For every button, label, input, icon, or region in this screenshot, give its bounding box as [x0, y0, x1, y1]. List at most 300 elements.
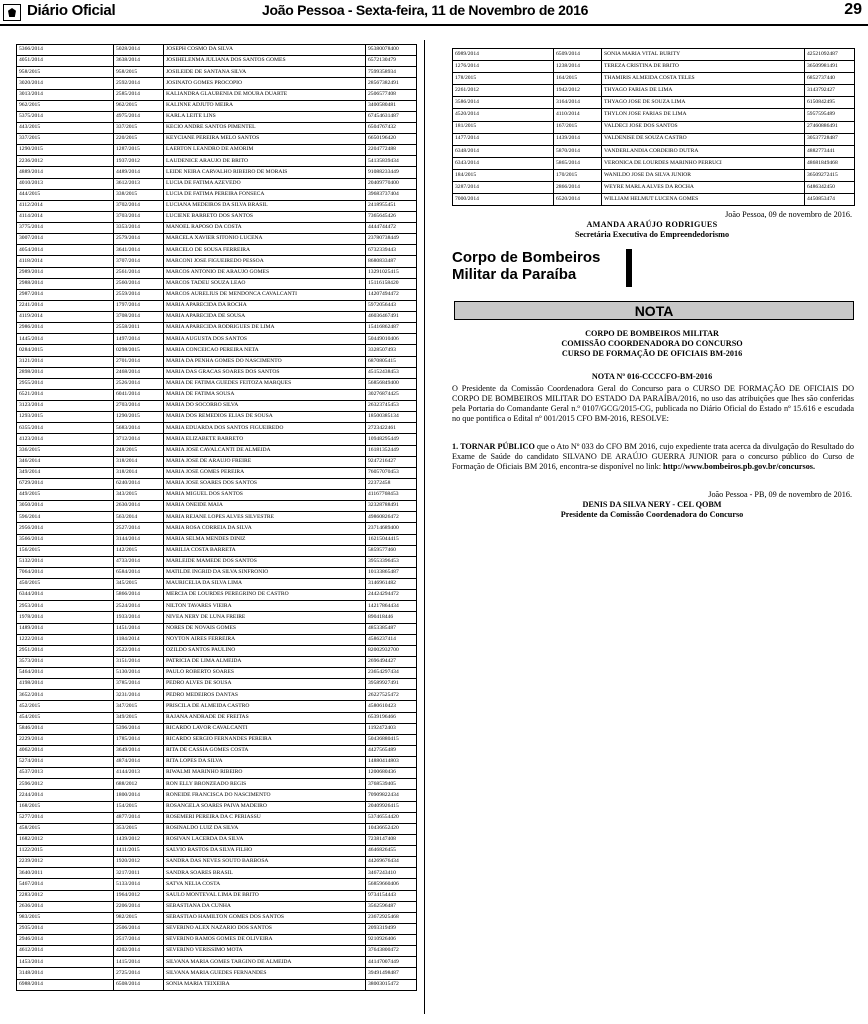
cpf-number: 15416862487 — [366, 323, 417, 334]
person-name: MARIA DE FATIMA GUEDES FEITOZA MARQUES — [164, 378, 366, 389]
process-number: 4889/2014 — [17, 167, 114, 178]
registration-number: 2585/2014 — [114, 89, 164, 100]
cpf-number: 5859577460 — [366, 545, 417, 556]
person-name: MERCIA DE LOURDES PEREGRINO DE CASTRO — [164, 590, 366, 601]
process-number: 6729/2014 — [17, 478, 114, 489]
registration-number: 2560/2014 — [114, 278, 164, 289]
table-row — [17, 345, 417, 356]
table-row — [17, 256, 417, 267]
registration-number: 1184/2014 — [114, 634, 164, 645]
cpf-number: 3328507493 — [366, 345, 417, 356]
table-row — [17, 779, 417, 790]
process-number: 3640/2011 — [17, 868, 114, 879]
registration-number: 5865/2014 — [554, 157, 602, 169]
process-number: 2935/2014 — [17, 923, 114, 934]
registration-number: 5396/2014 — [114, 723, 164, 734]
registration-number: 3217/2011 — [114, 868, 164, 879]
cpf-number: 28567382491 — [366, 78, 417, 89]
person-name: TEREZA CRISTINA DE BRITO — [602, 61, 805, 73]
process-number: 3652/2014 — [17, 690, 114, 701]
person-name: MARIA CONCEICAO PEREIRA NETA — [164, 345, 366, 356]
cpf-number: 39491498487 — [366, 968, 417, 979]
process-number: 5375/2014 — [17, 111, 114, 122]
table-row — [17, 234, 417, 245]
registration-number: 2526/2014 — [114, 378, 164, 389]
cpf-number: 6852737440 — [805, 73, 855, 85]
process-number: 3123/2014 — [17, 401, 114, 412]
cpf-number: 4580610423 — [366, 701, 417, 712]
process-number: 458/2015 — [17, 823, 114, 834]
cpf-number: 49860826472 — [366, 512, 417, 523]
registration-number: 142/2015 — [114, 545, 164, 556]
registration-number: 248/2015 — [114, 445, 164, 456]
cpf-number: 14217864434 — [366, 601, 417, 612]
process-number: 443/2015 — [17, 122, 114, 133]
table-row — [453, 169, 855, 181]
process-number: 181/2015 — [453, 121, 554, 133]
table-row — [17, 946, 417, 957]
cpf-number: 41167768453 — [366, 490, 417, 501]
table-row — [17, 868, 417, 879]
cpf-number: 2723422461 — [366, 423, 417, 434]
table-row — [17, 434, 417, 445]
person-name: MARIA DA PENHA GOMES DO NASCIMENTO — [164, 356, 366, 367]
cpf-number: 6486342450 — [805, 182, 855, 194]
person-name: SAULO MONTEVAL LIMA DE BRITO — [164, 890, 366, 901]
registration-number: 3353/2014 — [114, 223, 164, 234]
process-number: 1445/2014 — [17, 334, 114, 345]
registration-number: 2579/2014 — [114, 234, 164, 245]
registration-number: 1942/2012 — [554, 85, 602, 97]
registration-number: 4733/2014 — [114, 556, 164, 567]
process-number: 4123/2014 — [17, 434, 114, 445]
table-row — [17, 545, 417, 556]
person-name: RAJANA ANDRADE DE FREITAS — [164, 712, 366, 723]
table-row — [453, 145, 855, 157]
process-number: 2261/2012 — [453, 85, 554, 97]
cpf-number: 16215044415 — [366, 534, 417, 545]
process-number: 5274/2014 — [17, 757, 114, 768]
registration-number: 3231/2014 — [114, 690, 164, 701]
person-name: ROSINALDO LUIZ DA SILVA — [164, 823, 366, 834]
table-row — [17, 445, 417, 456]
person-name: SANDRA SOARES BRASIL — [164, 868, 366, 879]
process-number: 3013/2014 — [17, 89, 114, 100]
table-row — [17, 745, 417, 756]
table-row — [453, 109, 855, 121]
process-number: 2956/2014 — [17, 523, 114, 534]
process-number: 168/2015 — [17, 801, 114, 812]
cpf-number: 22372458 — [366, 478, 417, 489]
person-name: NOYTON AIRES FERREIRA — [164, 634, 366, 645]
nota-item-paragraph — [452, 442, 854, 472]
cpf-number: 36509272415 — [805, 169, 855, 181]
nota-intro-paragraph: O Presidente da Comissão Coordenadora Geral do Concurso para o CURSO DE FORMAÇÃO DE OFICIAIS DO CORPO DE BOMBEIROS MILITAR DO ESTADO DA PARAÍBA/2016, no uso das atribuições que lhes são conferidas pela Portaria do Comandante Geral n.º 0107/GCG/2015-CG, publicada no Diário Oficial do Estado nº 15.616 e escudada no que pontifica o Edital nº 001/2015 CFO BM-2016, RESOLVE: — [452, 384, 854, 423]
registration-number: 6508/2014 — [114, 979, 164, 990]
cpf-number: 24424294472 — [366, 590, 417, 601]
person-name: SALVIO BASTOS DA SILVA FILHO — [164, 846, 366, 857]
registration-number: 3641/2014 — [114, 245, 164, 256]
signature-place-date: João Pessoa, 09 de novembro de 2016. — [725, 210, 852, 219]
registration-number: 2561/2014 — [114, 267, 164, 278]
cpf-number: 4882773441 — [805, 145, 855, 157]
table-row — [17, 679, 417, 690]
registration-number: 4489/2014 — [114, 167, 164, 178]
right-list-table — [452, 48, 855, 206]
cpf-number: 6539196466 — [366, 712, 417, 723]
process-number: 452/2015 — [17, 701, 114, 712]
cpf-number: 42521092487 — [805, 49, 855, 61]
person-name: LUCIENE BARRETO DOS SANTOS — [164, 211, 366, 222]
cpf-number: 4646826455 — [366, 846, 417, 857]
nota-number: NOTA Nº 016-CCCCFO-BM-2016 — [591, 372, 713, 381]
person-name: MARLEIDE MAMEDE DOS SANTOS — [164, 556, 366, 567]
person-name: THYAGO JOSE DE SOUZA LIMA — [602, 97, 805, 109]
person-name: VALDECI JOSE DOS SANTOS — [602, 121, 805, 133]
person-name: VALDENISE DE SOUZA CASTRO — [602, 133, 805, 145]
cpf-number: 67454631487 — [366, 111, 417, 122]
process-number: 3287/2014 — [453, 182, 554, 194]
registration-number: 3702/2014 — [114, 200, 164, 211]
cpf-number: 15116158420 — [366, 278, 417, 289]
registration-number: 3164/2014 — [554, 97, 602, 109]
table-row — [17, 701, 417, 712]
process-number: 2636/2014 — [17, 901, 114, 912]
registration-number: 6041/2014 — [114, 389, 164, 400]
cpf-number: 44147007449 — [366, 957, 417, 968]
process-number: 1489/2014 — [17, 623, 114, 634]
cpf-number: 20409926415 — [366, 801, 417, 812]
process-number: 962/2015 — [17, 100, 114, 111]
registration-number: 958/2015 — [114, 67, 164, 78]
process-number: 2236/2012 — [17, 156, 114, 167]
table-row — [17, 134, 417, 145]
person-name: PEDRO MEDEIROS DANTAS — [164, 690, 366, 701]
registration-number: 962/2015 — [114, 100, 164, 111]
registration-number: 345/2015 — [114, 579, 164, 590]
table-row — [17, 768, 417, 779]
registration-number: 349/2015 — [114, 712, 164, 723]
cpf-number: 39589927491 — [366, 679, 417, 690]
cpf-number: 4450853474 — [805, 194, 855, 206]
process-number: 2988/2014 — [17, 278, 114, 289]
registration-number: 3708/2014 — [114, 312, 164, 323]
person-name: MARILIA COSTA BARRETA — [164, 545, 366, 556]
registration-number: 2517/2014 — [114, 935, 164, 946]
cpf-number: 39553396453 — [366, 556, 417, 567]
nota-signer-role: Presidente da Comissão Coordenadora do Concurso — [560, 510, 744, 519]
table-row — [17, 612, 417, 623]
registration-number: 1797/2014 — [114, 300, 164, 311]
process-number: 3775/2014 — [17, 223, 114, 234]
cpf-number: 20409770400 — [366, 178, 417, 189]
registration-number: 4202/2014 — [114, 946, 164, 957]
table-row — [17, 823, 417, 834]
signature-role: Secretária Executiva do Empreendedorismo — [574, 230, 730, 239]
person-name: WILLIAM HELMUT LUCENA GOMES — [602, 194, 805, 206]
table-row — [17, 56, 417, 67]
person-name: RON ELLY BRONZEADO REGIS — [164, 779, 366, 790]
registration-number: 5866/2014 — [114, 590, 164, 601]
person-name: MARIA DO SOCORRO SILVA — [164, 401, 366, 412]
cpf-number: 54135839434 — [366, 156, 417, 167]
person-name: SILVANA MARIA GOMES TARGINO DE ALMEIDA — [164, 957, 366, 968]
person-name: MARCOS TADEU SOUZA LEAO — [164, 278, 366, 289]
column-divider — [424, 40, 425, 1014]
person-name: PRISCILA DE ALMEIDA CASTRO — [164, 701, 366, 712]
process-number: 1222/2014 — [17, 634, 114, 645]
registration-number: 2701/2014 — [114, 356, 164, 367]
person-name: RICARDO LAVOR CAVALCANTI — [164, 723, 366, 734]
process-number: 4062/2014 — [17, 745, 114, 756]
table-row — [17, 167, 417, 178]
registration-number: 3707/2014 — [114, 256, 164, 267]
table-row — [17, 178, 417, 189]
process-number: 1290/2015 — [17, 145, 114, 156]
table-row — [17, 879, 417, 890]
registration-number: 2527/2014 — [114, 523, 164, 534]
table-row — [453, 97, 855, 109]
registration-number: 1290/2015 — [114, 412, 164, 423]
table-row — [17, 579, 417, 590]
process-number: 1978/2014 — [17, 612, 114, 623]
registration-number: 4874/2014 — [114, 757, 164, 768]
person-name: MARIA JOSE CAVALCANTI DE ALMEIDA — [164, 445, 366, 456]
cpf-number: 26227525472 — [366, 690, 417, 701]
registration-number: 1411/2015 — [114, 846, 164, 857]
cpf-number: 9734154443 — [366, 890, 417, 901]
journal-title: Diário Oficial — [27, 2, 116, 19]
person-name: MARIA EDUARDA DOS SANTOS FIGUEIREDO — [164, 423, 366, 434]
table-row — [17, 712, 417, 723]
cpf-number: 26323745453 — [366, 401, 417, 412]
process-number: 6348/2014 — [453, 145, 554, 157]
process-number: 2229/2014 — [17, 734, 114, 745]
process-number: 3020/2014 — [17, 78, 114, 89]
registration-number: 2592/2014 — [114, 78, 164, 89]
registration-number: 167/2015 — [554, 121, 602, 133]
registration-number: 3638/2014 — [114, 56, 164, 67]
table-row — [453, 121, 855, 133]
table-row — [17, 312, 417, 323]
table-row — [17, 556, 417, 567]
registration-number: 2725/2014 — [114, 968, 164, 979]
process-number: 4198/2014 — [17, 679, 114, 690]
table-row — [17, 478, 417, 489]
registration-number: 563/2014 — [114, 512, 164, 523]
cpf-number: 37643800472 — [366, 946, 417, 957]
person-name: MARIA REJANE LOPES ALVES SILVESTRE — [164, 512, 366, 523]
registration-number: 2559/2014 — [114, 289, 164, 300]
person-name: MARCOS ANTONIO DE ARAUJO GOMES — [164, 267, 366, 278]
process-number: 2596/2012 — [17, 779, 114, 790]
registration-number: 5028/2014 — [114, 45, 164, 56]
process-number: 4054/2014 — [17, 245, 114, 256]
cpf-number: 7238147408 — [366, 834, 417, 845]
nota-link[interactable]: http://www.bombeiros.pb.gov.br/concursos. — [663, 462, 816, 471]
cpf-number: 50436880415 — [366, 734, 417, 745]
table-row — [17, 323, 417, 334]
process-number: 2955/2014 — [17, 378, 114, 389]
process-number: 5132/2014 — [17, 556, 114, 567]
process-number: 2283/2012 — [17, 890, 114, 901]
registration-number: 1439/2014 — [554, 133, 602, 145]
table-row — [17, 912, 417, 923]
registration-number: 1800/2014 — [114, 790, 164, 801]
nota-banner: NOTA — [454, 301, 854, 320]
registration-number: 982/2015 — [114, 912, 164, 923]
registration-number: 1238/2014 — [554, 61, 602, 73]
cpf-number: 5972056443 — [366, 300, 417, 311]
process-number: 6989/2014 — [453, 49, 554, 61]
person-name: MARIA ELIZABETE BARRETO — [164, 434, 366, 445]
person-name: MARIA AUGUSTA DOS SANTOS — [164, 334, 366, 345]
cpf-number: 91088233449 — [366, 167, 417, 178]
process-number: 2244/2014 — [17, 790, 114, 801]
process-number: 2946/2014 — [17, 935, 114, 946]
process-number: 4010/2013 — [17, 178, 114, 189]
cpf-number: 890418446 — [366, 612, 417, 623]
registration-number: 1287/2015 — [114, 145, 164, 156]
table-row — [17, 901, 417, 912]
registration-number: 1497/2014 — [114, 334, 164, 345]
table-row — [17, 590, 417, 601]
process-number: 1276/2014 — [453, 61, 554, 73]
process-number: 449/2015 — [17, 490, 114, 501]
table-row — [17, 111, 417, 122]
process-number: 6343/2014 — [453, 157, 554, 169]
registration-number: 3712/2014 — [114, 434, 164, 445]
table-row — [17, 356, 417, 367]
person-name: LUCIA DE FATIMA PEREIRA FONSECA — [164, 189, 366, 200]
process-number: 454/2015 — [17, 712, 114, 723]
cpf-number: 39683737404 — [366, 189, 417, 200]
left-list-table — [16, 44, 417, 991]
table-row — [17, 812, 417, 823]
registration-number: 6509/2014 — [554, 49, 602, 61]
registration-number: 2468/2014 — [114, 367, 164, 378]
person-name: MAURICELIA DA SILVA LIMA — [164, 579, 366, 590]
process-number: 2953/2014 — [17, 601, 114, 612]
person-name: MARIA ONEIDE MAIA — [164, 501, 366, 512]
nota-org-line3: CURSO DE FORMAÇÃO DE OFICIAIS BM-2016 — [561, 349, 743, 358]
cpf-number: 2696494427 — [366, 656, 417, 667]
registration-number: 4877/2014 — [114, 812, 164, 823]
registration-number: 3785/2014 — [114, 679, 164, 690]
nota-org-line2: COMISSÃO COORDENADORA DO CONCURSO — [561, 339, 743, 348]
cpf-number: 4586237414 — [366, 634, 417, 645]
cpf-number: 48681849468 — [805, 157, 855, 169]
registration-number: 1920/2012 — [114, 857, 164, 868]
cpf-number: 44269676434 — [366, 857, 417, 868]
person-name: ROSANGELA SOARES PAIVA MADEIRO — [164, 801, 366, 812]
registration-number: 1933/2014 — [114, 612, 164, 623]
cpf-number: 7365645426 — [366, 211, 417, 222]
cpf-number: 76057070453 — [366, 467, 417, 478]
cpf-number: 82002932700 — [366, 645, 417, 656]
registration-number: 5683/2014 — [114, 423, 164, 434]
person-name: MARCONI JOSE FIGUEIREDO PESSOA — [164, 256, 366, 267]
process-number: 4520/2014 — [453, 109, 554, 121]
person-name: MARIA APARECIDA RODRIGUES DE LIMA — [164, 323, 366, 334]
process-number: 5366/2014 — [17, 45, 114, 56]
cpf-number: 36509981491 — [805, 61, 855, 73]
cpf-number: 4853385487 — [366, 623, 417, 634]
registration-number: 5130/2014 — [114, 668, 164, 679]
cpf-number: 3467243410 — [366, 868, 417, 879]
cpf-number: 23780738449 — [366, 234, 417, 245]
registration-number: 318/2014 — [114, 467, 164, 478]
cpf-number: 16181352449 — [366, 445, 417, 456]
cpf-number: 14207494472 — [366, 289, 417, 300]
process-number: 444/2015 — [17, 189, 114, 200]
process-number: 3050/2014 — [17, 501, 114, 512]
cpf-number: 10948295449 — [366, 434, 417, 445]
person-name: MARCELO DE SOUSA FERREIRA — [164, 245, 366, 256]
process-number: 346/2014 — [17, 456, 114, 467]
cpf-number: 23714689400 — [366, 523, 417, 534]
nota-org-line1: CORPO DE BOMBEIROS MILITAR — [585, 329, 719, 338]
person-name: MATILDE INGRID DA SILVA SINFRONIO — [164, 567, 366, 578]
person-name: THYLON JOSE FARIAS DE LIMA — [602, 109, 805, 121]
person-name: RITA LOPES DA SILVA — [164, 757, 366, 768]
cpf-number: 6504767432 — [366, 122, 417, 133]
process-number: 1682/2012 — [17, 834, 114, 845]
person-name: MARIA ROSA CORREIA DA SILVA — [164, 523, 366, 534]
table-row — [17, 968, 417, 979]
table-row — [17, 834, 417, 845]
registration-number: 4144/2013 — [114, 768, 164, 779]
registration-number: 1439/2012 — [114, 834, 164, 845]
issue-date: João Pessoa - Sexta-feira, 11 de Novembro de 2016 — [262, 2, 589, 18]
process-number: 337/2015 — [17, 134, 114, 145]
person-name: SATVA NELIA COSTA — [164, 879, 366, 890]
table-row — [17, 100, 417, 111]
table-row — [17, 267, 417, 278]
table-row — [17, 278, 417, 289]
cpf-number: 6650196420 — [366, 134, 417, 145]
process-number: 349/2014 — [17, 467, 114, 478]
process-number: 5277/2014 — [17, 812, 114, 823]
process-number: 596/2014 — [17, 512, 114, 523]
process-number: 184/2015 — [453, 169, 554, 181]
process-number: 4118/2014 — [17, 256, 114, 267]
person-name: SEVERINO VERISSIMO MOTA — [164, 946, 366, 957]
registration-number: 688/2012 — [114, 779, 164, 790]
process-number: 3573/2014 — [17, 656, 114, 667]
person-name: SEBASTIAO HAMILTON GOMES DOS SANTOS — [164, 912, 366, 923]
cpf-number: 23672925468 — [366, 912, 417, 923]
cpf-number: 3143792427 — [805, 85, 855, 97]
registration-number: 2506/2014 — [114, 923, 164, 934]
process-number: 7064/2014 — [17, 567, 114, 578]
person-name: MARIA MIGUEL DOS SANTOS — [164, 490, 366, 501]
person-name: NILTON TAVARES VIEIRA — [164, 601, 366, 612]
cpf-number: 3768539405 — [366, 779, 417, 790]
person-name: SEVERINO ALEX NAZARIO DOS SANTOS — [164, 923, 366, 934]
cpf-number: 9210926406 — [366, 935, 417, 946]
table-row — [17, 979, 417, 990]
person-name: RICARDO SERGIO FERNANDES PEREIRA — [164, 734, 366, 745]
table-row — [17, 156, 417, 167]
process-number: 958/2015 — [17, 67, 114, 78]
person-name: JOSIHELENMA JULIANA DOS SANTOS GOMES — [164, 56, 366, 67]
process-number: 2951/2014 — [17, 645, 114, 656]
registration-number: 1937/2012 — [114, 156, 164, 167]
person-name: NORES DE NOVAIS GOMES — [164, 623, 366, 634]
cpf-number: 3400580481 — [366, 100, 417, 111]
process-number: 6521/2014 — [17, 389, 114, 400]
